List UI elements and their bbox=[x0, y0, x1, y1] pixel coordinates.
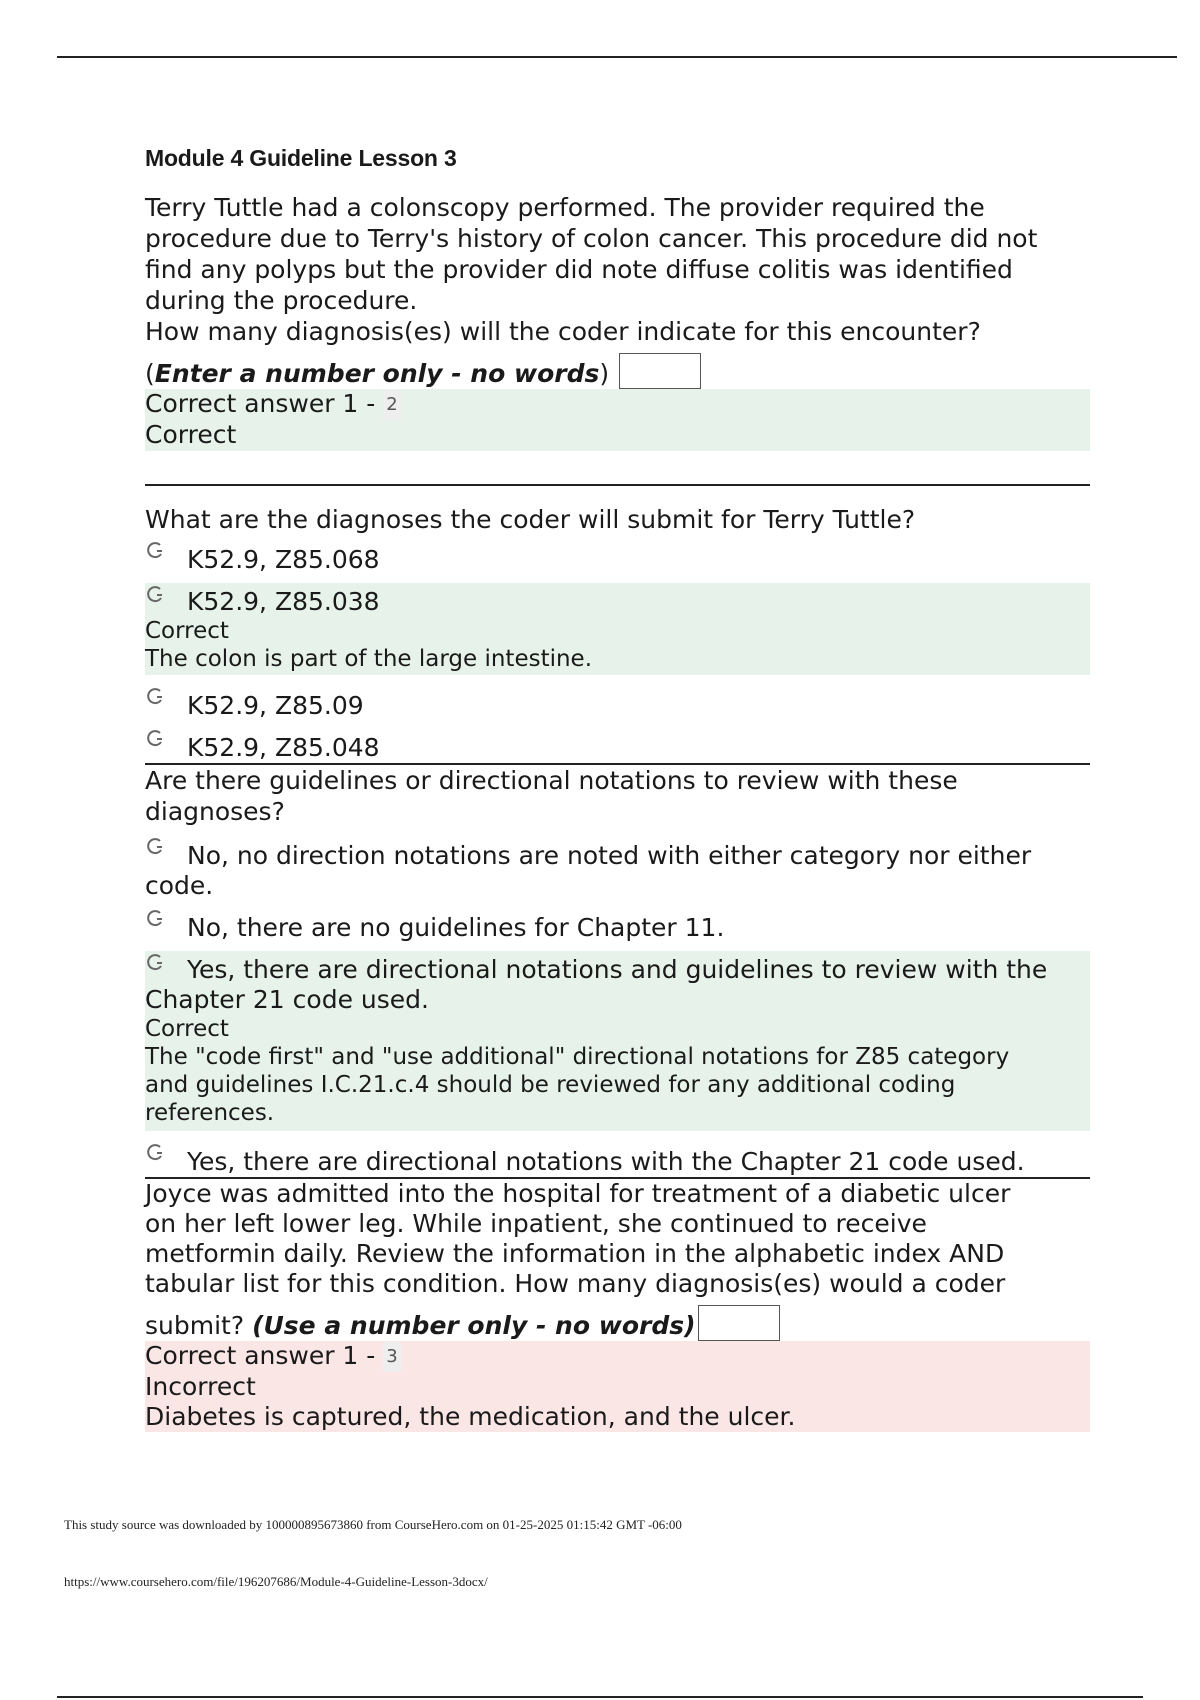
q2-option-label: K52.9, Z85.048 bbox=[187, 733, 380, 762]
q2-option-label: K52.9, Z85.038 bbox=[187, 587, 380, 616]
q4-line: Joyce was admitted into the hospital for treatment of a diabetic ulcer bbox=[145, 1179, 1011, 1208]
correct-answer-label: Correct answer 1 - bbox=[145, 389, 384, 418]
radio-icon[interactable] bbox=[145, 685, 165, 707]
question-3 bbox=[145, 765, 1090, 1177]
q1-line: How many diagnosis(es) will the coder indicate for this encounter? bbox=[145, 317, 981, 346]
lesson-content bbox=[145, 145, 1090, 1432]
q3-option-label: Yes, there are directional notations with the Chapter 21 code used. bbox=[187, 1147, 1025, 1176]
q4-line: metformin daily. Review the information in the alphabetic index AND bbox=[145, 1239, 1005, 1268]
q3-correct-option-block bbox=[145, 951, 1090, 1131]
q1-answer-input[interactable] bbox=[619, 353, 701, 389]
q2-option-label: K52.9, Z85.068 bbox=[187, 545, 380, 574]
paren-open: ( bbox=[145, 359, 155, 388]
q2-correct-option-block bbox=[145, 583, 1090, 675]
q2-option[interactable] bbox=[145, 675, 1090, 721]
question-1 bbox=[145, 192, 1090, 451]
radio-icon[interactable] bbox=[145, 583, 165, 605]
q2-result: Correct bbox=[145, 618, 229, 644]
page-title: Module 4 Guideline Lesson 3 bbox=[145, 145, 457, 171]
q4-feedback-text: Diabetes is captured, the medication, and the ulcer. bbox=[145, 1402, 796, 1431]
q3-feedback-line: The "code first" and "use additional" directional notations for Z85 category bbox=[145, 1044, 1010, 1070]
q2-text: What are the diagnoses the coder will submit for Terry Tuttle? bbox=[145, 505, 916, 534]
bottom-rule bbox=[57, 1696, 1143, 1698]
q4-text bbox=[145, 1179, 1090, 1299]
q3-option[interactable] bbox=[145, 901, 1090, 943]
q3-feedback-line: and guidelines I.C.21.c.4 should be reviewed for any additional coding bbox=[145, 1072, 956, 1098]
q3-option[interactable] bbox=[145, 827, 1090, 901]
q4-answer-input[interactable] bbox=[698, 1305, 780, 1341]
q3-option[interactable] bbox=[145, 951, 1090, 1015]
q1-correct-answer-row bbox=[145, 389, 1090, 420]
q2-feedback: The colon is part of the large intestine. bbox=[145, 646, 593, 672]
question-4 bbox=[145, 1179, 1090, 1432]
q1-line: find any polyps but the provider did note diffuse colitis was identified bbox=[145, 255, 1013, 284]
q1-line: Terry Tuttle had a colonscopy performed. The provider required the bbox=[145, 193, 985, 222]
q3-line: Are there guidelines or directional notations to review with these bbox=[145, 766, 958, 795]
section-divider bbox=[145, 484, 1090, 486]
q3-feedback-line: references. bbox=[145, 1100, 275, 1126]
q4-line: submit? bbox=[145, 1311, 253, 1340]
footer-url[interactable]: https://www.coursehero.com/file/196207686/Module-4-Guideline-Lesson-3docx/ bbox=[64, 1574, 488, 1589]
q4-correct-answer-row bbox=[145, 1341, 1090, 1372]
q1-instruction-row bbox=[145, 353, 1090, 389]
correct-answer-value: 2 bbox=[383, 390, 400, 420]
radio-icon[interactable] bbox=[145, 951, 165, 973]
q3-text bbox=[145, 765, 1090, 827]
correct-answer-value: 3 bbox=[383, 1342, 400, 1372]
q2-option-label: K52.9, Z85.09 bbox=[187, 691, 364, 720]
radio-icon[interactable] bbox=[145, 1141, 165, 1163]
radio-icon[interactable] bbox=[145, 539, 165, 561]
q1-text bbox=[145, 192, 1090, 347]
q3-result: Correct bbox=[145, 1016, 229, 1042]
q1-instruction: Enter a number only - no words bbox=[154, 359, 600, 388]
q3-line: diagnoses? bbox=[145, 797, 285, 826]
paren-close: ) bbox=[599, 359, 610, 388]
q1-line: during the procedure. bbox=[145, 286, 418, 315]
q4-result: Incorrect bbox=[145, 1372, 256, 1401]
q3-option-label: No, there are no guidelines for Chapter 11. bbox=[187, 913, 725, 942]
q2-option[interactable] bbox=[145, 721, 1090, 763]
q4-feedback bbox=[145, 1341, 1090, 1432]
q4-instruction: (Use a number only - no words) bbox=[252, 1311, 696, 1340]
q2-option[interactable] bbox=[145, 535, 1090, 575]
q3-option-label: No, no direction notations are noted with either category nor either code. bbox=[145, 841, 1032, 900]
q3-option[interactable] bbox=[145, 1131, 1090, 1177]
top-rule bbox=[57, 56, 1177, 58]
q1-result: Correct bbox=[145, 420, 237, 449]
correct-answer-label: Correct answer 1 - bbox=[145, 1341, 384, 1370]
q1-line: procedure due to Terry's history of colon cancer. This procedure did not bbox=[145, 224, 1038, 253]
q3-option-label: Yes, there are directional notations and guidelines to review with the Chapter 21 code used. bbox=[145, 955, 1048, 1014]
q4-line: on her left lower leg. While inpatient, she continued to receive bbox=[145, 1209, 927, 1238]
radio-icon[interactable] bbox=[145, 727, 165, 749]
radio-icon[interactable] bbox=[145, 907, 165, 929]
q2-option[interactable] bbox=[145, 583, 1090, 617]
q1-feedback bbox=[145, 389, 1090, 451]
radio-icon[interactable] bbox=[145, 835, 165, 857]
footer-source: This study source was downloaded by 100000895673860 from CourseHero.com on 01-25-2025 01:15:42 GMT -06:00 bbox=[64, 1517, 682, 1532]
q4-instruction-row bbox=[145, 1305, 1090, 1341]
question-2 bbox=[145, 504, 1090, 763]
q4-line: tabular list for this condition. How many diagnosis(es) would a coder bbox=[145, 1269, 1006, 1298]
